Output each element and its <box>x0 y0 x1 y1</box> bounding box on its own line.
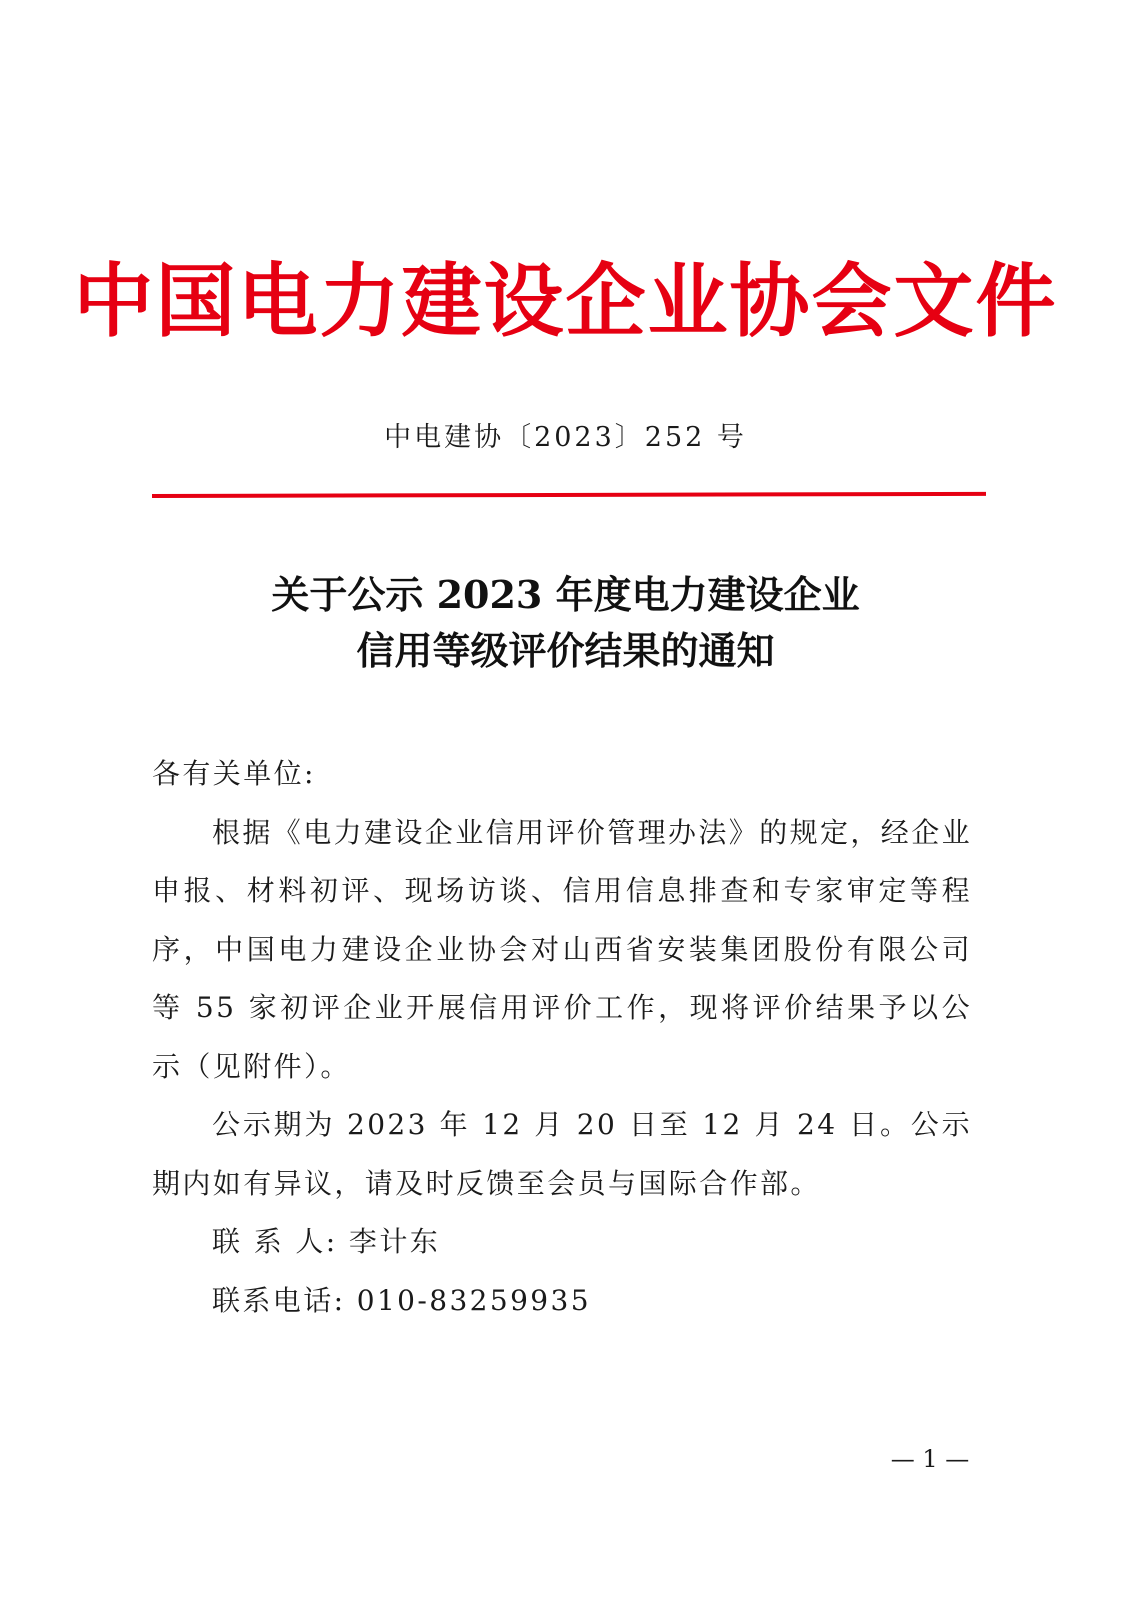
notice-title-line-2: 信用等级评价结果的通知 <box>356 628 775 673</box>
body-paragraph-1: 根据《电力建设企业信用评价管理办法》的规定，经企业申报、材料初评、现场访谈、信用信息排查和专家审定等程序，中国电力建设企业协会对山西省安装集团股份有限公司等 55 家初评企业开展信用评价工作，现将评价结果予以公示（见附件）。 <box>152 815 973 1083</box>
notice-title <box>0 567 1131 679</box>
org-header-title: 中国电力建设企业协会文件 <box>73 255 1058 348</box>
notice-title-line-1: 关于公示 2023 年度电力建设企业 <box>271 572 860 617</box>
page-number: — 1 — <box>890 1445 970 1473</box>
contact-person: 联 系 人: 李计东 <box>212 1225 441 1258</box>
red-divider-line <box>152 492 986 498</box>
contact-phone: 联系电话: 010-83259935 <box>212 1283 591 1317</box>
notice-body <box>152 745 972 1330</box>
document-number: 中电建协〔2023〕252 号 <box>384 422 747 453</box>
salutation: 各有关单位: <box>152 757 316 790</box>
body-paragraph-2: 公示期为 2023 年 12 月 20 日至 12 月 24 日。公示期内如有异议，请及时反馈至会员与国际合作部。 <box>152 1108 972 1200</box>
